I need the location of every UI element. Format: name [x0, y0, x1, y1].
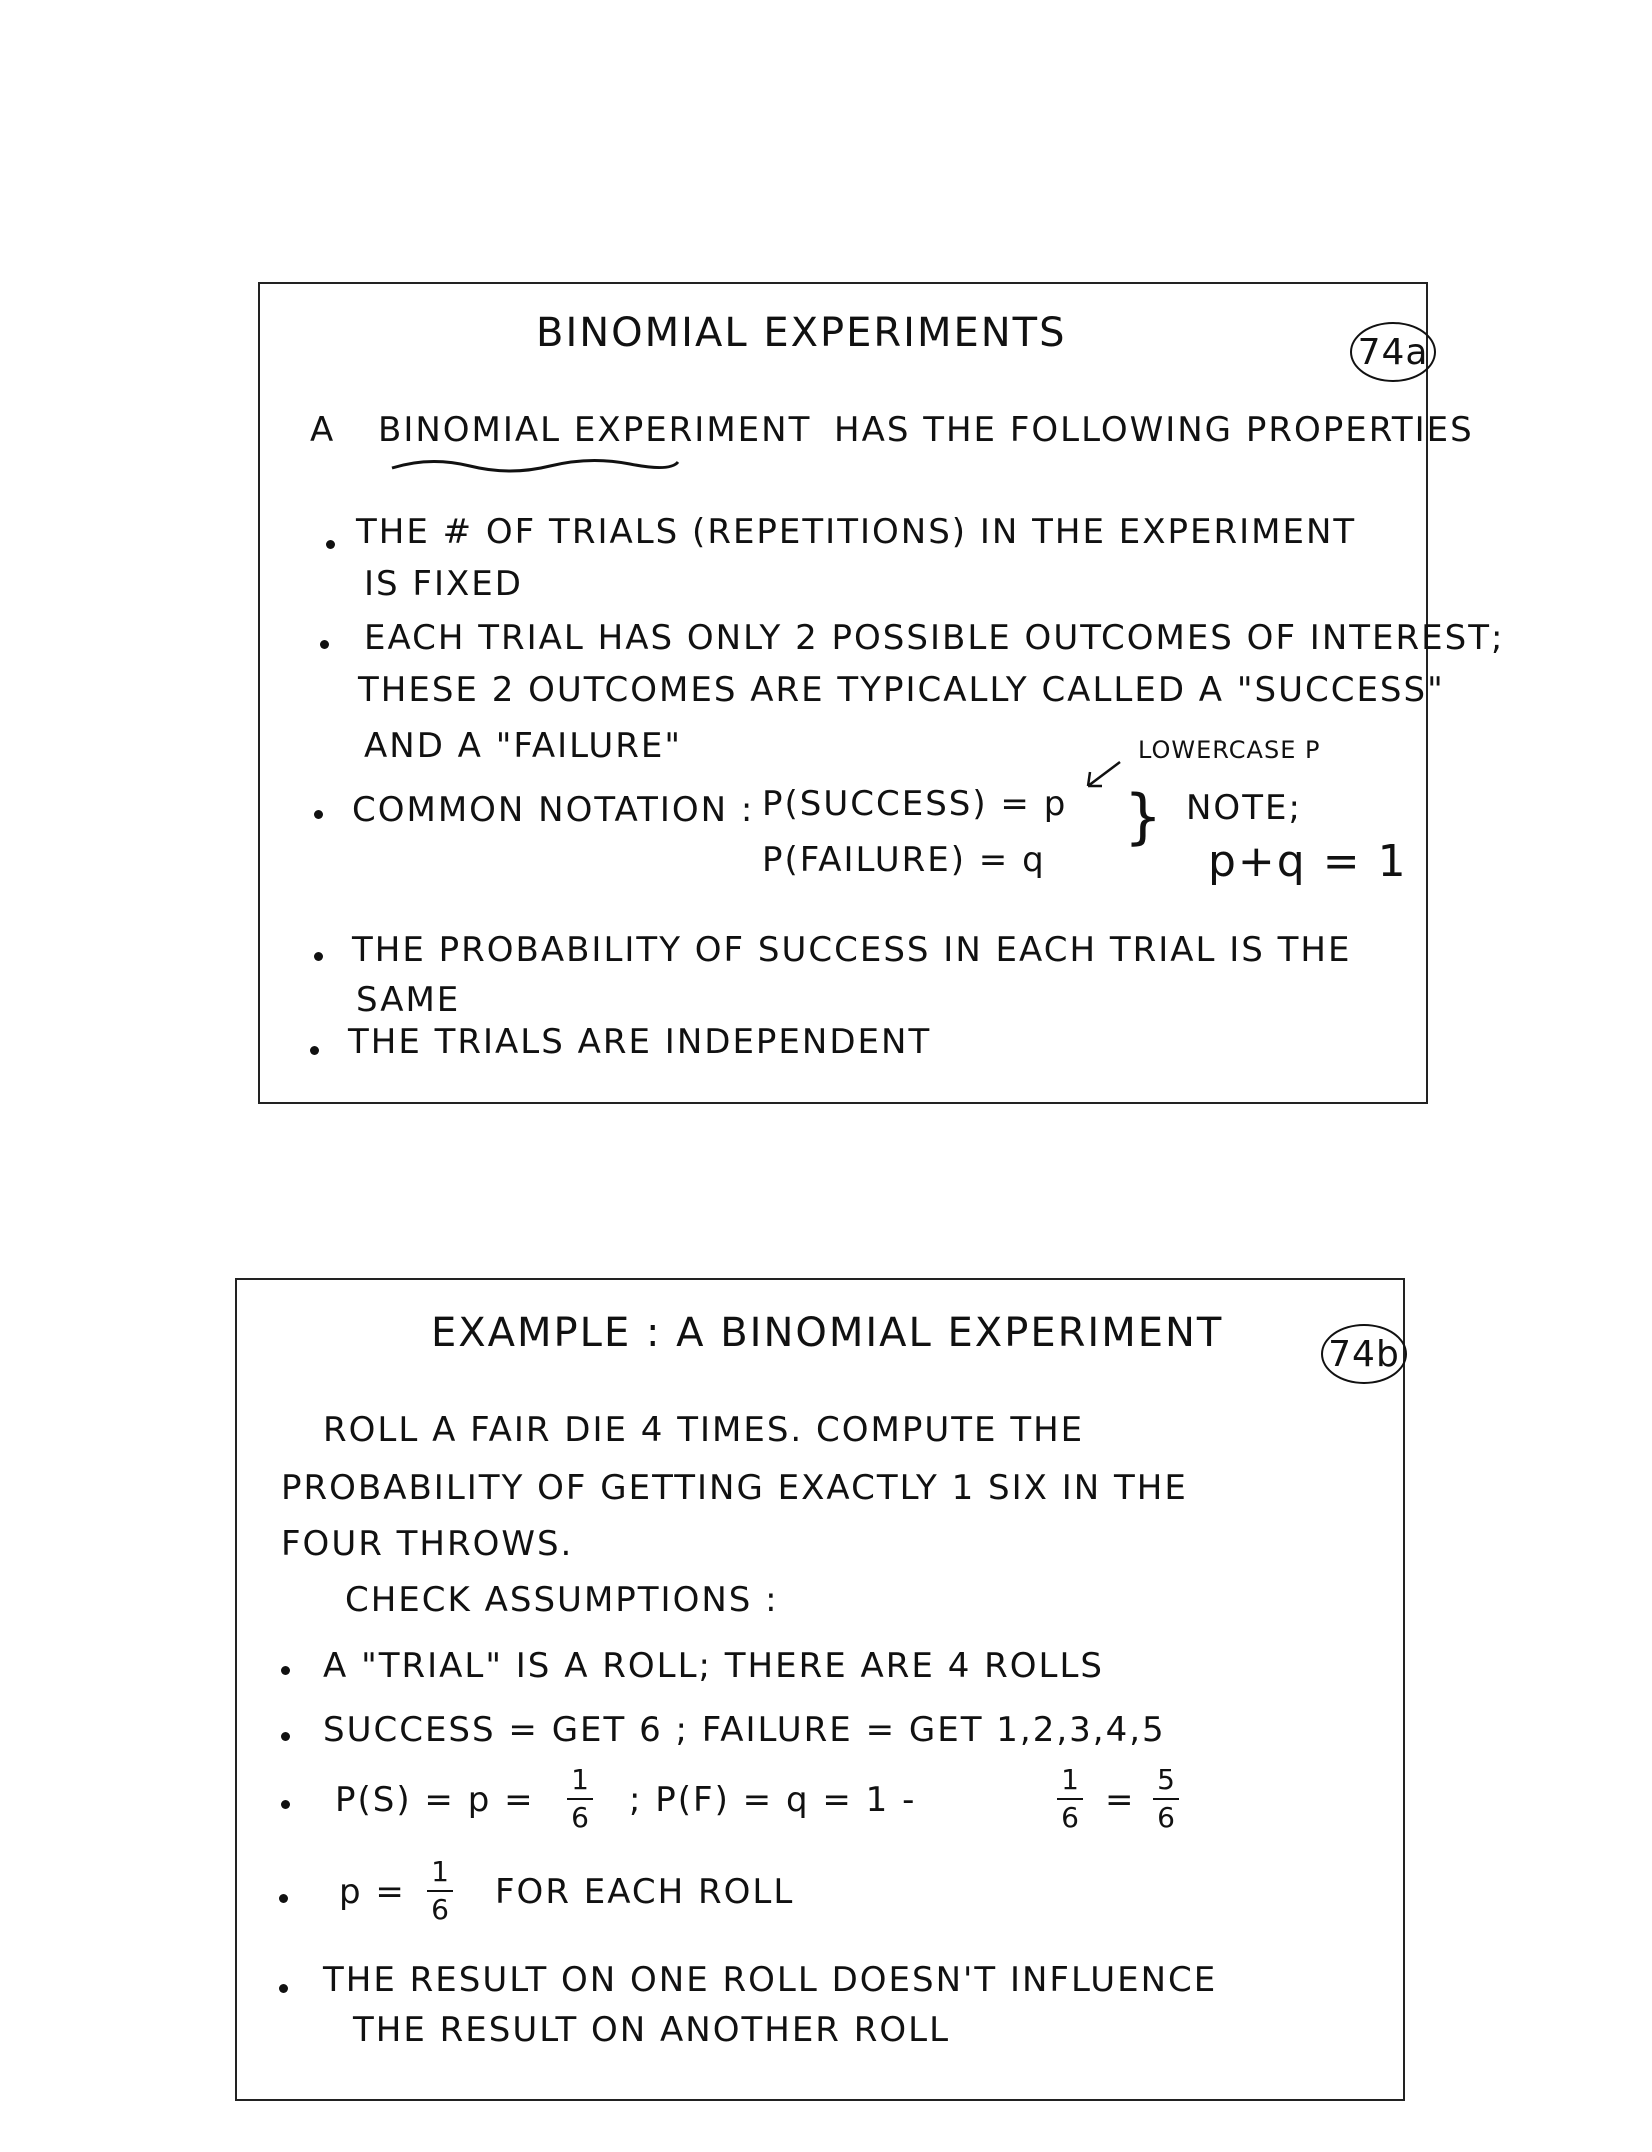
bullet-dot [281, 1800, 290, 1809]
fraction-bar [427, 1890, 453, 1892]
fraction-bar [1057, 1798, 1083, 1800]
assumption-probabilities-mid: ; P(F) = q = 1 - [629, 1780, 917, 1820]
fraction-one-sixth [567, 1763, 593, 1834]
bullet5: THE TRIALS ARE INDEPENDENT [348, 1022, 932, 1062]
p-per-roll-left: p = [339, 1872, 406, 1912]
bullet1-line2: IS FIXED [364, 564, 523, 604]
panel-title: EXAMPLE : A BINOMIAL EXPERIMENT [431, 1310, 1224, 1356]
bullet4-line1: THE PROBABILITY OF SUCCESS IN EACH TRIAL IS THE [352, 930, 1352, 970]
equals-sign: = [1105, 1780, 1136, 1820]
fraction-bar [567, 1798, 593, 1800]
numerator: 1 [431, 1855, 449, 1888]
page-number-badge: 74a [1350, 322, 1436, 382]
problem-line3: FOUR THROWS. [281, 1524, 574, 1564]
intro-rest: HAS THE FOLLOWING PROPERTIES [834, 410, 1474, 450]
panel-title: BINOMIAL EXPERIMENTS [536, 310, 1067, 356]
p-per-roll-right: FOR EACH ROLL [495, 1872, 795, 1912]
bullet-dot [314, 952, 323, 961]
denominator: 6 [431, 1893, 449, 1926]
bullet4-line2: SAME [356, 980, 461, 1020]
assumption-probabilities-left: P(S) = p = [335, 1780, 535, 1820]
independence-line1: THE RESULT ON ONE ROLL DOESN'T INFLUENCE [323, 1960, 1218, 2000]
check-assumptions: CHECK ASSUMPTIONS : [345, 1580, 779, 1620]
independence-line2: THE RESULT ON ANOTHER ROLL [353, 2010, 951, 2050]
annotation-arrow-icon [1080, 756, 1124, 792]
bullet-dot [279, 1984, 288, 1993]
bullet-dot [326, 540, 335, 549]
denominator: 6 [1157, 1801, 1175, 1834]
denominator: 6 [571, 1801, 589, 1834]
bullet-dot [281, 1666, 290, 1675]
note-equation: p+q = 1 [1208, 836, 1408, 887]
p-failure-notation: P(FAILURE) = q [762, 840, 1046, 880]
brace-symbol: } [1124, 782, 1163, 852]
intro-a: A [310, 410, 336, 450]
problem-line1: ROLL A FAIR DIE 4 TIMES. COMPUTE THE [323, 1410, 1085, 1450]
bullet2-line3: AND A "FAILURE" [364, 726, 682, 766]
bullet1-line1: THE # OF TRIALS (REPETITIONS) IN THE EXPERIMENT [356, 512, 1357, 552]
numerator: 1 [1061, 1763, 1079, 1796]
panel-binomial-experiments [258, 282, 1505, 1104]
p-success-notation: P(SUCCESS) = p [762, 784, 1068, 824]
fraction-one-sixth [427, 1855, 453, 1926]
problem-line2: PROBABILITY OF GETTING EXACTLY 1 SIX IN THE [281, 1468, 1188, 1508]
bullet-dot [279, 1894, 288, 1903]
assumption-success: SUCCESS = GET 6 ; FAILURE = GET 1,2,3,4,5 [323, 1710, 1166, 1750]
bullet-dot [320, 640, 329, 649]
wavy-underline [390, 454, 680, 476]
bullet2-line1: EACH TRIAL HAS ONLY 2 POSSIBLE OUTCOMES OF INTEREST; [364, 618, 1505, 658]
note-label: NOTE; [1186, 788, 1302, 828]
numerator: 5 [1157, 1763, 1175, 1796]
assumption-trial: A "TRIAL" IS A ROLL; THERE ARE 4 ROLLS [323, 1646, 1104, 1686]
page-number-badge: 74b [1321, 1324, 1407, 1384]
denominator: 6 [1061, 1801, 1079, 1834]
bullet-dot [314, 810, 323, 819]
fraction-five-sixths [1153, 1763, 1179, 1834]
fraction-one-sixth [1057, 1763, 1083, 1834]
numerator: 1 [571, 1763, 589, 1796]
intro-term: BINOMIAL EXPERIMENT [378, 410, 812, 450]
bullet-dot [281, 1732, 290, 1741]
bullet-dot [310, 1046, 319, 1055]
fraction-bar [1153, 1798, 1179, 1800]
bullet2-line2: THESE 2 OUTCOMES ARE TYPICALLY CALLED A "SUCCESS" [358, 670, 1445, 710]
panel-binomial-example [235, 1278, 1405, 2101]
notation-label: COMMON NOTATION : [352, 790, 755, 830]
lowercase-annotation: LOWERCASE P [1138, 736, 1321, 764]
